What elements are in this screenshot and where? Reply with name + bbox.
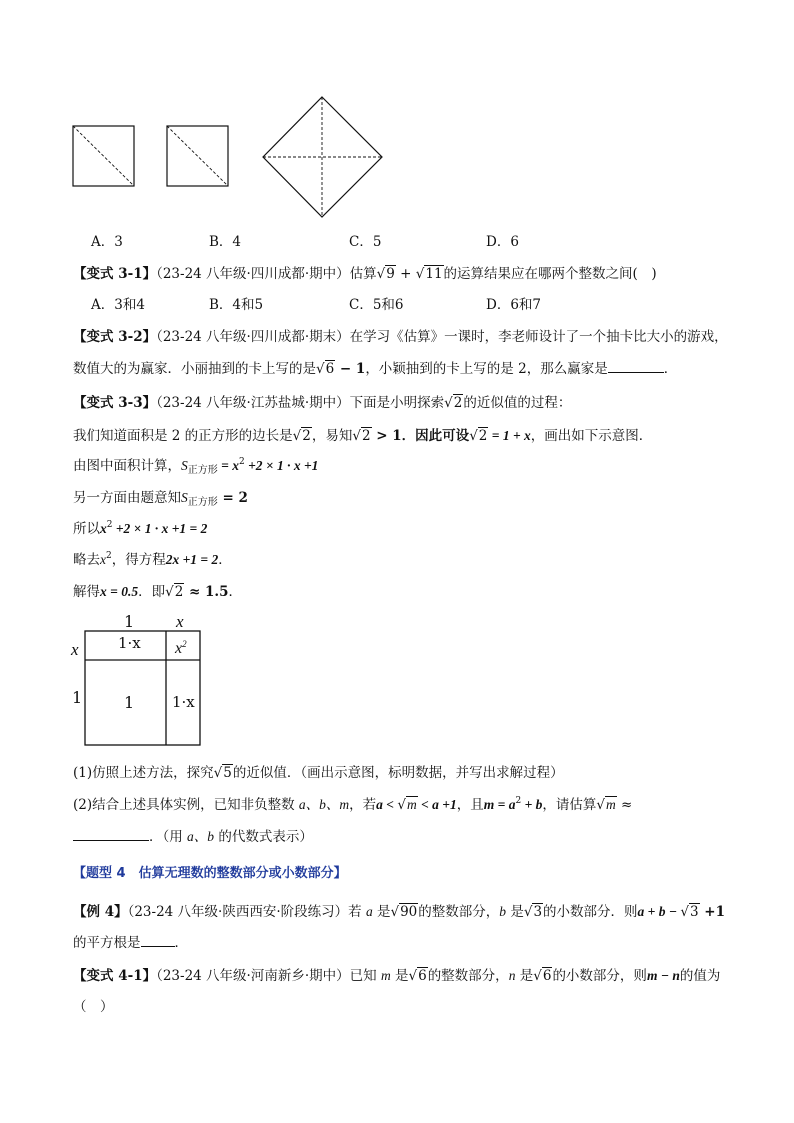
- small-square-2: [167, 126, 228, 186]
- v31-option-a[interactable]: A．3和4: [91, 297, 145, 313]
- variant-3-3-line2: 由图中面积计算，$S_{正方形} = x^2 +2 \times 1 \cdot x +1$: [73, 457, 319, 476]
- grid-cell-x2: $x^2$: [175, 639, 187, 657]
- v31-option-c[interactable]: C．5和6: [349, 297, 404, 313]
- variant-3-3-line5: 略去$x^2$，得方程2x +1 = 2．: [73, 551, 232, 568]
- variant-3-3-intro: 【变式 3-3】（23-24 八年级·江苏盐城·期中）下面是小明探索√2的近似值的过程：: [73, 395, 572, 411]
- answer-blank-3[interactable]: [141, 934, 175, 947]
- variant-3-3-line6: 解得x = 0.5．即√2 ≈ 1.5．: [73, 584, 242, 600]
- sub-question-2-line1: (2)结合上述具体实例，已知非负整数 a、b、m，若a < √m < a +1，且$m = a^2 + b$，请估算√m ≈: [73, 796, 633, 813]
- grid-cell-1: 1: [124, 693, 135, 712]
- grid-left-label-x: x: [71, 640, 79, 659]
- sqrt-9: √9: [376, 266, 395, 282]
- grid-top-label-x: x: [176, 612, 184, 631]
- variant-3-3-line3: 另一方面由题意知$S_{正方形} = 2$: [73, 490, 248, 508]
- answer-blank-2[interactable]: [73, 828, 149, 841]
- q3-option-b[interactable]: B．4: [209, 234, 242, 250]
- sub-question-2-line2: ．（用 a、b 的代数式表示）: [73, 825, 313, 845]
- q3-option-d[interactable]: D．6: [486, 234, 519, 250]
- q3-option-c[interactable]: C．5: [349, 234, 382, 250]
- variant-4-1-line1: 【变式 4-1】（23-24 八年级·河南新乡·期中）已知 m 是√6的整数部分，n 是√6的小数部分，则m − n的值为: [73, 968, 721, 984]
- variant-3-2-line2: 数值大的为赢家．小丽抽到的卡上写的是√6 − 1，小颖抽到的卡上写的是 2，那么赢家是 ．: [73, 361, 678, 377]
- sqrt-11: √11: [415, 266, 443, 282]
- example-4-line1: 【例 4】（23-24 八年级·陕西西安·阶段练习）若 a 是√90的整数部分，b 是√3的小数部分．则a + b − √3 +1: [73, 904, 726, 920]
- v31-option-d[interactable]: D．6和7: [486, 297, 542, 313]
- small-square-1: [73, 126, 134, 186]
- sqrt-6: √6: [316, 361, 335, 377]
- square-figures: [0, 0, 794, 230]
- answer-blank[interactable]: [608, 360, 664, 373]
- grid-cell-1x-lower: 1·x: [172, 693, 195, 711]
- variant-4-1-line2[interactable]: （ ）: [73, 999, 114, 1015]
- v31-option-b[interactable]: B．4和5: [209, 297, 264, 313]
- q3-option-a[interactable]: A．3: [91, 234, 123, 250]
- type-4-heading: 【题型 4 估算无理数的整数部分或小数部分】: [73, 866, 347, 881]
- grid-cell-1x: 1·x: [118, 634, 141, 652]
- variant-3-3-line4: 所以$x^2 +2 \times 1 \cdot x +1 = 2$: [73, 520, 208, 537]
- grid-top-label-1: 1: [124, 612, 135, 631]
- example-4-line2: 的平方根是 ．: [73, 935, 188, 951]
- variant-3-2-line1: 【变式 3-2】（23-24 八年级·四川成都·期末）在学习《估算》一课时，李老师设计了一个抽卡比大小的游戏，: [73, 329, 728, 345]
- grid-left-label-1: 1: [72, 688, 83, 707]
- variant-3-1-question: 【变式 3-1】（23-24 八年级·四川成都·期中）估算√9 + √11的运算结果应在哪两个整数之间( ): [73, 266, 657, 282]
- sub-question-1: (1)仿照上述方法，探究√5的近似值．（画出示意图，标明数据，并写出求解过程）: [73, 765, 564, 781]
- variant-3-3-line1: 我们知道面积是 2 的正方形的边长是√2，易知√2 > 1．因此可设√2 = 1 + x，画出如下示意图．: [73, 428, 653, 444]
- large-diamond: [263, 97, 382, 217]
